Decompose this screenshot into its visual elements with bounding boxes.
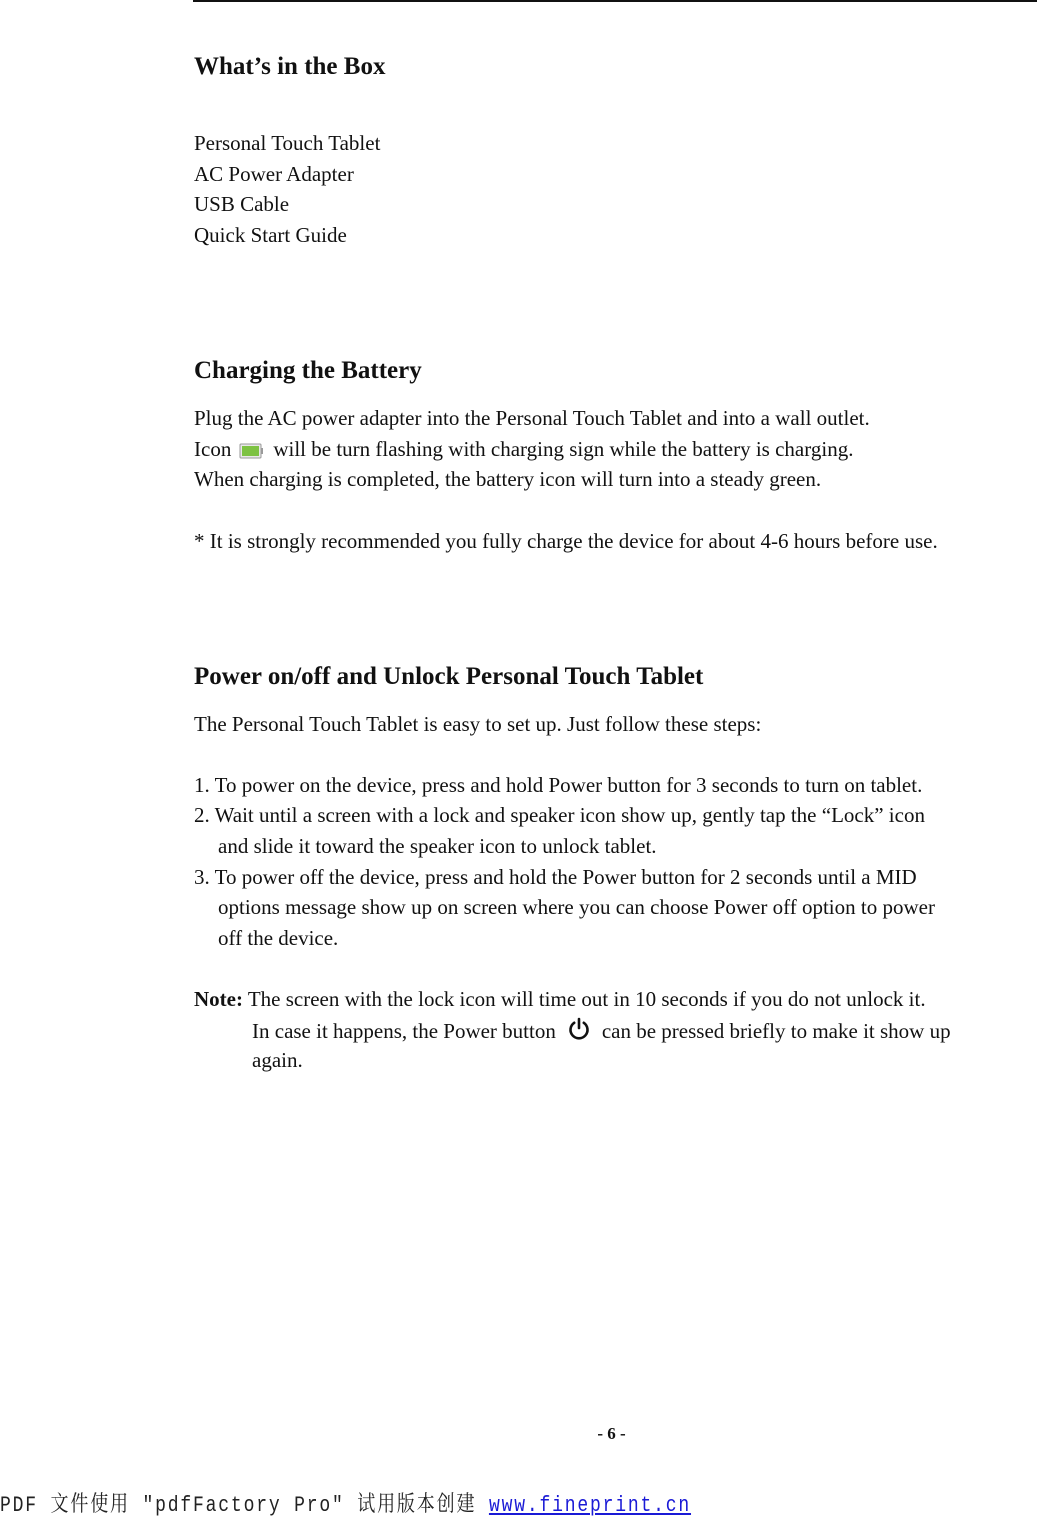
top-rule <box>193 0 1037 2</box>
charging-line-1: Plug the AC power adapter into the Personal Touch Tablet and into a wall outlet. <box>194 406 870 430</box>
power-step-3a: 3. To power off the device, press and hold the Power button for 2 seconds until a MID <box>194 865 917 889</box>
box-item-usb: USB Cable <box>194 192 290 216</box>
power-note-line-2 <box>252 1018 951 1046</box>
charging-line-3: When charging is completed, the battery icon will turn into a steady green. <box>194 467 822 491</box>
footer-link[interactable]: www.fineprint.cn <box>488 1493 692 1518</box>
power-step-2a: 2. Wait until a screen with a lock and speaker icon show up, gently tap the “Lock” icon <box>194 803 925 827</box>
power-step-1: 1. To power on the device, press and hold Power button for 3 seconds to turn on tablet. <box>194 773 923 797</box>
note-label: Note: <box>194 987 243 1011</box>
box-item-tablet: Personal Touch Tablet <box>194 131 381 155</box>
power-section-title: Power on/off and Unlock Personal Touch Tablet <box>194 663 704 690</box>
box-item-adapter: AC Power Adapter <box>194 162 354 186</box>
footer-text: PDF 文件使用 "pdfFactory Pro" 试用版本创建 <box>0 1493 489 1518</box>
charging-line-2 <box>194 436 853 462</box>
charging-note: * It is strongly recommended you fully charge the device for about 4-6 hours before use. <box>194 529 938 553</box>
note-line-1-text: The screen with the lock icon will time out in 10 seconds if you do not unlock it. <box>242 987 926 1011</box>
power-icon <box>566 1016 592 1042</box>
power-step-3c: off the device. <box>218 926 339 950</box>
charging-line-2-after: will be turn flashing with charging sign while the battery is charging. <box>273 437 854 461</box>
note-line-2-before: In case it happens, the Power button <box>252 1019 556 1043</box>
battery-icon <box>239 440 263 458</box>
power-intro: The Personal Touch Tablet is easy to set up. Just follow these steps: <box>194 712 762 736</box>
page-number: - 6 - <box>597 1424 626 1443</box>
box-item-guide: Quick Start Guide <box>194 223 347 247</box>
charging-section-title: Charging the Battery <box>194 357 422 384</box>
charging-line-2-before: Icon <box>194 437 232 461</box>
note-line-2-after: can be pressed briefly to make it show up <box>601 1019 951 1043</box>
power-step-3b: options message show up on screen where you can choose Power off option to power <box>218 895 935 919</box>
power-step-2b: and slide it toward the speaker icon to unlock tablet. <box>218 834 657 858</box>
power-note-line-3: again. <box>252 1048 303 1072</box>
pdf-footer <box>0 1492 691 1520</box>
box-section-title: What’s in the Box <box>194 53 386 80</box>
power-note-line-1 <box>194 986 926 1012</box>
